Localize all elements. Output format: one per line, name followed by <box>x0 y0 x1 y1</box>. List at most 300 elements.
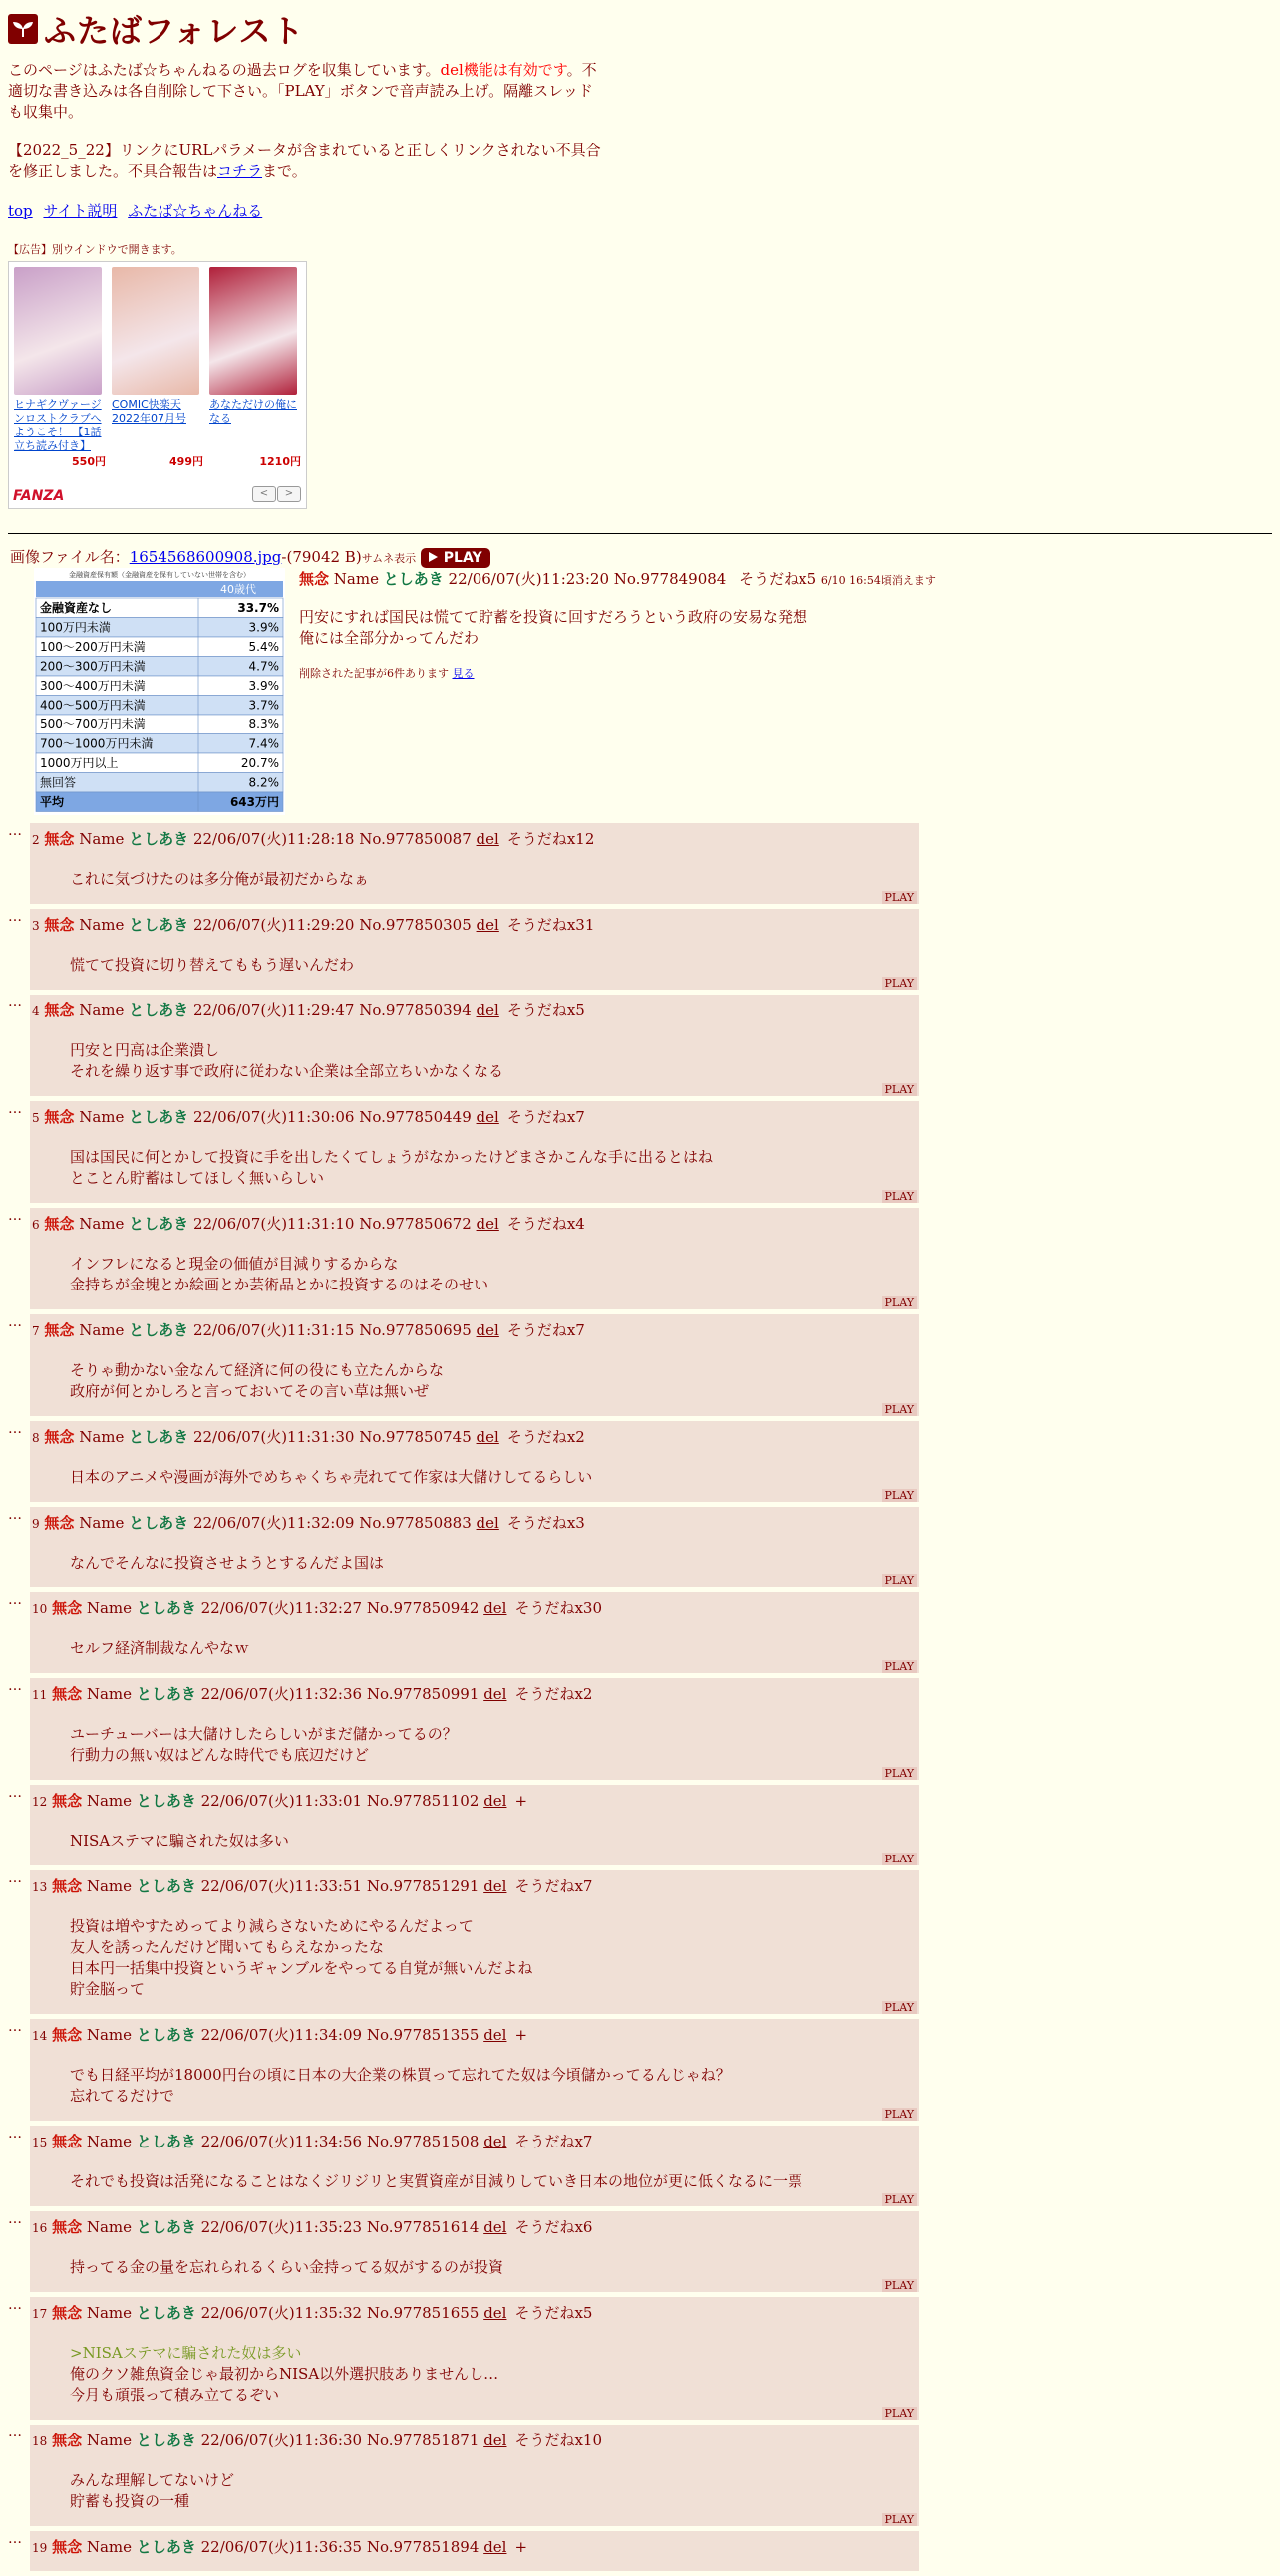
name-label: Name <box>333 570 379 588</box>
reply-post <box>30 1592 919 1673</box>
reply-text-line: 貯蓄も投資の一種 <box>70 2492 190 2510</box>
reply-del-link[interactable]: del <box>483 2026 507 2044</box>
thumb-note: サムネ表示 <box>361 552 417 565</box>
reply-sodane-button[interactable]: そうだねx5 <box>506 1002 585 1019</box>
reply-row <box>8 2211 919 2292</box>
reply-header <box>30 2026 919 2045</box>
reply-header <box>30 1877 919 1896</box>
reply-number[interactable]: No.977850942 <box>366 1599 480 1617</box>
reply-play-button[interactable]: PLAY <box>882 1083 917 1096</box>
reply-play-button[interactable]: PLAY <box>882 1767 917 1780</box>
reply-del-link[interactable]: del <box>476 1108 499 1126</box>
reply-index: 9 <box>32 1517 40 1531</box>
op-play-button[interactable] <box>421 548 490 568</box>
reply-header <box>30 2218 919 2237</box>
reply-play-button[interactable]: PLAY <box>882 1853 917 1865</box>
reply-index: 13 <box>32 1880 48 1894</box>
reply-post <box>30 1678 919 1780</box>
reply-name: としあき <box>129 1108 189 1126</box>
intro-text-2: 。不適切な書き込みは各自削除して下さい。「PLAY」ボタンで音声読み上げ。隔離スレッドも収集中。 <box>8 61 597 121</box>
op-number[interactable]: No.977849084 <box>613 570 727 588</box>
reply-list <box>8 823 919 2576</box>
leaf-logo-icon[interactable] <box>8 14 38 44</box>
op-text-line: 円安にすれば国民は慌てて貯蓄を投資に回すだろうという政府の安易な発想 <box>299 608 808 626</box>
reply-play-button[interactable]: PLAY <box>882 977 917 990</box>
reply-post <box>30 1507 919 1587</box>
reply-subject: 無念 <box>52 1792 83 1810</box>
reply-name: としあき <box>136 1792 196 1810</box>
reply-index: 11 <box>32 1688 48 1702</box>
reply-text-line: でも日経平均が18000円台の頃に日本の大企業の株買って忘れてた奴は今頃儲かってるんじゃね？ <box>70 2066 731 2084</box>
reply-dots: … <box>8 909 22 925</box>
reply-name: としあき <box>129 830 189 848</box>
reply-row <box>8 1208 919 1309</box>
table-row-label: 100万円未満 <box>40 620 111 635</box>
reply-play-button[interactable]: PLAY <box>882 2279 917 2292</box>
nav-link-top[interactable]: top <box>8 202 33 220</box>
reply-subject: 無念 <box>52 2432 83 2449</box>
ad-prev-button[interactable]: < <box>252 486 276 502</box>
reply-post <box>30 1870 919 2014</box>
table-row-label: 無回答 <box>40 775 77 790</box>
reply-post <box>30 2297 919 2420</box>
reply-index: 15 <box>32 2136 48 2149</box>
reply-quote: >NISAステマに騙された奴は多い <box>70 2344 302 2362</box>
reply-sodane-button[interactable]: そうだねx3 <box>506 1514 585 1532</box>
reply-dots: … <box>8 1870 22 1886</box>
reply-dots: … <box>8 823 22 839</box>
reply-text <box>70 2171 919 2192</box>
reply-datetime: 22/06/07(火)11:29:20 <box>192 916 355 934</box>
reply-play-button[interactable]: PLAY <box>882 1296 917 1309</box>
reply-sodane-button[interactable]: そうだねx4 <box>506 1215 585 1233</box>
name-label: Name <box>79 1428 125 1446</box>
reply-play-button[interactable]: PLAY <box>882 2407 917 2420</box>
reply-text <box>70 2343 919 2406</box>
table-row-label: 400〜500万円未満 <box>40 698 146 713</box>
reply-row <box>8 995 919 1096</box>
reply-number[interactable]: No.977850305 <box>359 916 472 934</box>
reply-post <box>30 2531 919 2571</box>
reply-row <box>8 1678 919 1780</box>
table-row-value: 33.7% <box>237 601 279 615</box>
reply-index: 18 <box>32 2434 48 2448</box>
reply-number[interactable]: No.977851655 <box>366 2304 480 2322</box>
reply-text <box>70 1467 919 1488</box>
ad-item-price: 550円 <box>72 455 106 468</box>
deleted-notice <box>299 665 937 681</box>
ad-item-name[interactable]: COMIC快楽天 2022年07月号 <box>112 398 186 425</box>
reply-datetime: 22/06/07(火)11:31:10 <box>192 1215 355 1233</box>
reply-play-button[interactable]: PLAY <box>882 1660 917 1673</box>
name-label: Name <box>79 916 125 934</box>
op-body <box>299 568 937 681</box>
reply-text-line: 投資は増やすためってより減らさないためにやるんだよって <box>70 1917 474 1935</box>
show-deleted-link[interactable]: 見る <box>452 667 475 680</box>
name-label: Name <box>86 2432 133 2449</box>
reply-text <box>70 2470 919 2512</box>
reply-header <box>30 2432 919 2450</box>
reply-text <box>70 1147 919 1189</box>
reply-del-link[interactable]: del <box>476 1428 499 1446</box>
reply-play-button[interactable]: PLAY <box>882 2193 917 2206</box>
reply-text-line: 金持ちが金塊とか絵画とか芸術品とかに投資するのはそのせい <box>70 1276 489 1293</box>
reply-number[interactable]: No.977850087 <box>359 830 472 848</box>
reply-del-link[interactable]: del <box>476 1215 499 1233</box>
reply-post <box>30 2211 919 2292</box>
reply-name: としあき <box>136 2538 196 2556</box>
table-caption: 金融資産保有額（金融資産を保有していない世帯を含む） <box>69 571 250 579</box>
ad-banner <box>8 261 307 509</box>
fanza-logo[interactable]: FANZA <box>13 488 65 504</box>
reply-row <box>8 2531 919 2571</box>
ad-next-button[interactable]: > <box>277 486 301 502</box>
reply-header <box>30 1685 919 1704</box>
reply-sodane-button[interactable]: そうだねx2 <box>514 1685 593 1703</box>
table-header: 40歳代 <box>220 583 256 596</box>
site-title-text: ふたばフォレスト <box>44 12 305 50</box>
reply-subject: 無念 <box>52 1599 83 1617</box>
op-expire-note: 6/10 16:54頃消えます <box>820 574 936 587</box>
reply-del-link[interactable]: del <box>483 2304 507 2322</box>
del-enabled-notice: del機能は有効です <box>440 61 567 79</box>
op-image-thumbnail[interactable] <box>34 568 285 815</box>
reply-name: としあき <box>136 1877 196 1895</box>
name-label: Name <box>79 1514 125 1532</box>
reply-post <box>30 823 919 904</box>
reply-datetime: 22/06/07(火)11:34:56 <box>200 2133 363 2150</box>
reply-subject: 無念 <box>44 1514 75 1532</box>
name-label: Name <box>79 1002 125 1019</box>
table-row-label: 700〜1000万円未満 <box>40 736 154 751</box>
reply-play-button[interactable]: PLAY <box>882 891 917 904</box>
reply-name: としあき <box>129 1215 189 1233</box>
reply-index: 8 <box>32 1431 40 1445</box>
name-label: Name <box>86 2538 133 2556</box>
ad-item[interactable] <box>209 267 301 469</box>
ad-thumbnail[interactable] <box>112 267 199 395</box>
reply-play-button[interactable]: PLAY <box>882 1489 917 1502</box>
reply-number[interactable]: No.977850672 <box>359 1215 472 1233</box>
asset-table-image[interactable] <box>34 568 285 815</box>
reply-text <box>70 1916 919 2000</box>
reply-post <box>30 1785 919 1865</box>
reply-text <box>70 955 919 976</box>
reply-header <box>30 1514 919 1533</box>
reply-datetime: 22/06/07(火)11:28:18 <box>192 830 355 848</box>
site-title <box>8 6 1272 52</box>
reply-del-link[interactable]: del <box>483 1599 507 1617</box>
reply-number[interactable]: No.977851871 <box>366 2432 480 2449</box>
ad-thumbnail[interactable] <box>209 267 297 395</box>
op-post <box>10 546 936 809</box>
reply-text-line: 円安と円高は企業潰し <box>70 1041 220 1059</box>
reply-header <box>30 916 919 935</box>
update-notice <box>8 141 606 182</box>
reply-text-line: NISAステマに騙された奴は多い <box>70 1832 289 1850</box>
name-label: Name <box>86 2304 133 2322</box>
op-text-line: 俺には全部分かってんだわ <box>299 629 480 647</box>
table-row-value: 3.9% <box>248 679 279 693</box>
table-row-label: 金融資産なし <box>40 601 113 615</box>
reply-name: としあき <box>136 2432 196 2449</box>
ad-label: 【広告】別ウインドウで開きます。 <box>8 243 182 256</box>
reply-name: としあき <box>136 2026 196 2044</box>
reply-post <box>30 909 919 990</box>
reply-index: 16 <box>32 2221 48 2235</box>
bug-report-link[interactable]: コチラ <box>217 162 263 180</box>
reply-datetime: 22/06/07(火)11:33:01 <box>200 1792 363 1810</box>
reply-text-line: 政府が何とかしろと言っておいてその言い草は無いぜ <box>70 1382 430 1400</box>
table-row-value: 4.7% <box>248 659 279 674</box>
reply-post <box>30 1314 919 1416</box>
reply-row <box>8 1314 919 1416</box>
op-subject: 無念 <box>299 570 330 588</box>
reply-text <box>70 1724 919 1766</box>
ad-item[interactable] <box>14 267 106 469</box>
table-row-label: 100〜200万円未満 <box>40 640 146 654</box>
reply-dots: … <box>8 1678 22 1694</box>
reply-text <box>70 1254 919 1295</box>
reply-index: 7 <box>32 1324 40 1338</box>
reply-row <box>8 909 919 990</box>
reply-text-line: 忘れてるだけで <box>70 2087 175 2105</box>
reply-number[interactable]: No.977851291 <box>366 1877 480 1895</box>
divider <box>8 533 1272 534</box>
reply-text-line: 行動力の無い奴はどんな時代でも底辺だけど <box>70 1746 370 1764</box>
table-row-value: 7.4% <box>248 736 279 751</box>
ad-item[interactable] <box>112 267 203 469</box>
reply-header <box>30 2133 919 2151</box>
reply-number[interactable]: No.977851355 <box>366 2026 480 2044</box>
reply-play-button[interactable]: PLAY <box>882 2513 917 2526</box>
reply-header <box>30 830 919 849</box>
reply-index: 4 <box>32 1004 40 1018</box>
table-row-label: 平均 <box>40 795 65 809</box>
reply-del-link[interactable]: del <box>476 1002 499 1019</box>
reply-index: 2 <box>32 833 40 847</box>
reply-dots: … <box>8 1592 22 1608</box>
reply-number[interactable]: No.977850991 <box>366 1685 480 1703</box>
reply-number[interactable]: No.977850695 <box>359 1321 472 1339</box>
reply-sodane-button[interactable]: そうだねx31 <box>506 916 595 934</box>
reply-header <box>30 1599 919 1618</box>
reply-dots: … <box>8 1785 22 1801</box>
reply-sodane-button[interactable]: そうだねx2 <box>506 1428 585 1446</box>
reply-text-line: 今月も頑張って積み立てるぞい <box>70 2386 280 2404</box>
reply-sodane-button[interactable]: + <box>514 2026 528 2044</box>
reply-number[interactable]: No.977850449 <box>359 1108 472 1126</box>
reply-name: としあき <box>136 2133 196 2150</box>
reply-index: 3 <box>32 919 40 933</box>
reply-post <box>30 2019 919 2121</box>
reply-sodane-button[interactable]: そうだねx7 <box>514 1877 593 1895</box>
reply-del-link[interactable]: del <box>483 2432 507 2449</box>
reply-play-button[interactable]: PLAY <box>882 1403 917 1416</box>
reply-play-button[interactable]: PLAY <box>882 2001 917 2014</box>
reply-subject: 無念 <box>52 2304 83 2322</box>
reply-row <box>8 1785 919 1865</box>
reply-text <box>70 1553 919 1574</box>
reply-row <box>8 2126 919 2206</box>
reply-row <box>8 1421 919 1502</box>
reply-name: としあき <box>129 1002 189 1019</box>
reply-number[interactable]: No.977851894 <box>366 2538 480 2556</box>
file-label: 画像ファイル名： <box>10 548 130 566</box>
reply-sodane-button[interactable]: そうだねx6 <box>514 2218 593 2236</box>
table-row-value: 643万円 <box>229 795 279 809</box>
nav-link-about[interactable]: サイト説明 <box>43 202 118 220</box>
notice-text: 【2022_5_22】リンクにURLパラメータが含まれていると正しくリンクされない不具合を修正しました。不具合報告は <box>8 142 601 180</box>
name-label: Name <box>79 1321 125 1339</box>
reply-dots: … <box>8 1208 22 1224</box>
reply-play-button[interactable]: PLAY <box>882 2108 917 2121</box>
reply-del-link[interactable]: del <box>483 1685 507 1703</box>
reply-text <box>70 2257 919 2278</box>
reply-text-line: なんでそんなに投資させようとするんだよ国は <box>70 1554 385 1572</box>
reply-header <box>30 1108 919 1127</box>
reply-text-line: 国は国民に何とかして投資に手を出したくてしょうがなかったけどまさかこんな手に出るとはね <box>70 1148 714 1166</box>
reply-del-link[interactable]: del <box>483 2538 507 2556</box>
reply-sodane-button[interactable]: そうだねx5 <box>514 2304 593 2322</box>
reply-del-link[interactable]: del <box>483 2218 507 2236</box>
reply-dots: … <box>8 1314 22 1330</box>
reply-del-link[interactable]: del <box>483 2133 507 2150</box>
file-link[interactable]: 1654568600908.jpg <box>129 548 282 566</box>
reply-subject: 無念 <box>44 1215 75 1233</box>
reply-post <box>30 995 919 1096</box>
reply-name: としあき <box>136 2218 196 2236</box>
reply-del-link[interactable]: del <box>483 1877 507 1895</box>
reply-datetime: 22/06/07(火)11:35:32 <box>200 2304 363 2322</box>
reply-index: 10 <box>32 1602 48 1616</box>
reply-number[interactable]: No.977851508 <box>366 2133 480 2150</box>
reply-text-line: ユーチューバーは大儲けしたらしいがまだ儲かってるの？ <box>70 1725 458 1743</box>
reply-datetime: 22/06/07(火)11:29:47 <box>192 1002 355 1019</box>
reply-dots: … <box>8 2297 22 2313</box>
reply-number[interactable]: No.977850394 <box>359 1002 472 1019</box>
name-label: Name <box>86 2218 133 2236</box>
reply-play-button[interactable]: PLAY <box>882 1190 917 1203</box>
reply-sodane-button[interactable]: そうだねx7 <box>506 1321 585 1339</box>
name-label: Name <box>79 830 125 848</box>
reply-datetime: 22/06/07(火)11:36:30 <box>200 2432 363 2449</box>
reply-dots: … <box>8 1421 22 1437</box>
ad-item-name[interactable]: ヒナギクヴァージンロストクラブへようこそ！ 【1話立ち読み付き】 <box>14 398 102 452</box>
op-sodane-button[interactable]: そうだねx5 <box>739 570 817 588</box>
notice-text-end: まで。 <box>262 162 307 180</box>
reply-del-link[interactable]: del <box>476 1321 499 1339</box>
reply-datetime: 22/06/07(火)11:31:30 <box>192 1428 355 1446</box>
table-row-value: 3.9% <box>248 620 279 635</box>
reply-sodane-button[interactable]: そうだねx30 <box>514 1599 603 1617</box>
reply-text-line: 持ってる金の量を忘れられるくらい金持ってる奴がするのが投資 <box>70 2258 504 2276</box>
reply-del-link[interactable]: del <box>476 1514 499 1532</box>
reply-sodane-button[interactable]: そうだねx7 <box>514 2133 593 2150</box>
reply-number[interactable]: No.977850745 <box>359 1428 472 1446</box>
reply-text-line: 俺のクソ雑魚資金じゃ最初からNISA以外選択肢ありませんし… <box>70 2365 499 2383</box>
ad-thumbnail[interactable] <box>14 267 102 395</box>
reply-subject: 無念 <box>52 2218 83 2236</box>
table-row-label: 500〜700万円未満 <box>40 717 146 731</box>
reply-dots: … <box>8 995 22 1010</box>
reply-number[interactable]: No.977851614 <box>366 2218 480 2236</box>
name-label: Name <box>86 1599 133 1617</box>
reply-text-line: 慌てて投資に切り替えてももう遅いんだわ <box>70 956 355 974</box>
reply-dots: … <box>8 1507 22 1523</box>
reply-text-line: インフレになると現金の価値が目減りするからな <box>70 1255 399 1273</box>
reply-text-line: 日本円一括集中投資というギャンブルをやってる自覚が無いんだよね <box>70 1959 533 1977</box>
reply-name: としあき <box>136 1685 196 1703</box>
reply-subject: 無念 <box>52 2026 83 2044</box>
reply-sodane-button[interactable]: + <box>514 2538 528 2556</box>
reply-del-link[interactable]: del <box>483 1792 507 1810</box>
reply-row <box>8 1507 919 1587</box>
reply-name: としあき <box>136 1599 196 1617</box>
ad-item-name[interactable]: あなただけの俺になる <box>209 398 297 425</box>
reply-sodane-button[interactable]: そうだねx12 <box>506 830 595 848</box>
reply-text-line: そりゃ動かない金なんて経済に何の役にも立たんからな <box>70 1361 445 1379</box>
reply-dots: … <box>8 2425 22 2440</box>
reply-text <box>70 1831 919 1852</box>
play-icon <box>427 551 439 563</box>
op-datetime: 22/06/07(火)11:23:20 <box>448 570 609 588</box>
name-label: Name <box>86 1877 133 1895</box>
reply-name: としあき <box>129 1428 189 1446</box>
nav-link-futaba[interactable]: ふたば☆ちゃんねる <box>128 202 263 220</box>
reply-del-link[interactable]: del <box>476 830 499 848</box>
reply-number[interactable]: No.977851102 <box>366 1792 480 1810</box>
reply-header <box>30 2304 919 2323</box>
reply-number[interactable]: No.977850883 <box>359 1514 472 1532</box>
table-row-label: 200〜300万円未満 <box>40 659 146 674</box>
reply-datetime: 22/06/07(火)11:36:35 <box>200 2538 363 2556</box>
reply-text <box>70 1638 919 1659</box>
name-label: Name <box>86 2133 133 2150</box>
reply-post <box>30 2126 919 2206</box>
reply-text-line: それでも投資は活発になることはなくジリジリと実質資産が目減りしていき日本の地位が更に低くなるに一票 <box>70 2172 803 2190</box>
reply-name: としあき <box>136 2304 196 2322</box>
reply-dots: … <box>8 1101 22 1117</box>
reply-row <box>8 1592 919 1673</box>
page-header <box>0 0 1280 509</box>
reply-del-link[interactable]: del <box>476 916 499 934</box>
reply-subject: 無念 <box>44 1108 75 1126</box>
op-text <box>299 607 937 649</box>
reply-row <box>8 1870 919 2014</box>
reply-sodane-button[interactable]: そうだねx7 <box>506 1108 585 1126</box>
name-label: Name <box>86 1685 133 1703</box>
reply-datetime: 22/06/07(火)11:32:36 <box>200 1685 363 1703</box>
reply-post <box>30 1208 919 1309</box>
reply-row <box>8 2019 919 2121</box>
reply-text <box>70 869 919 890</box>
ad-item-price: 1210円 <box>259 455 301 468</box>
reply-datetime: 22/06/07(火)11:32:27 <box>200 1599 363 1617</box>
reply-datetime: 22/06/07(火)11:30:06 <box>192 1108 355 1126</box>
reply-sodane-button[interactable]: そうだねx10 <box>514 2432 603 2449</box>
reply-index: 6 <box>32 1218 40 1232</box>
reply-play-button[interactable]: PLAY <box>882 1574 917 1587</box>
reply-text-line: とことん貯蓄はしてほしく無いらしい <box>70 1169 325 1187</box>
reply-post <box>30 1421 919 1502</box>
reply-sodane-button[interactable]: + <box>514 1792 528 1810</box>
reply-row <box>8 823 919 904</box>
op-play-label: PLAY <box>443 550 482 566</box>
reply-text-line: 友人を誘ったんだけど聞いてもらえなかったな <box>70 1938 385 1956</box>
reply-post <box>30 2425 919 2526</box>
reply-text <box>70 1040 919 1082</box>
